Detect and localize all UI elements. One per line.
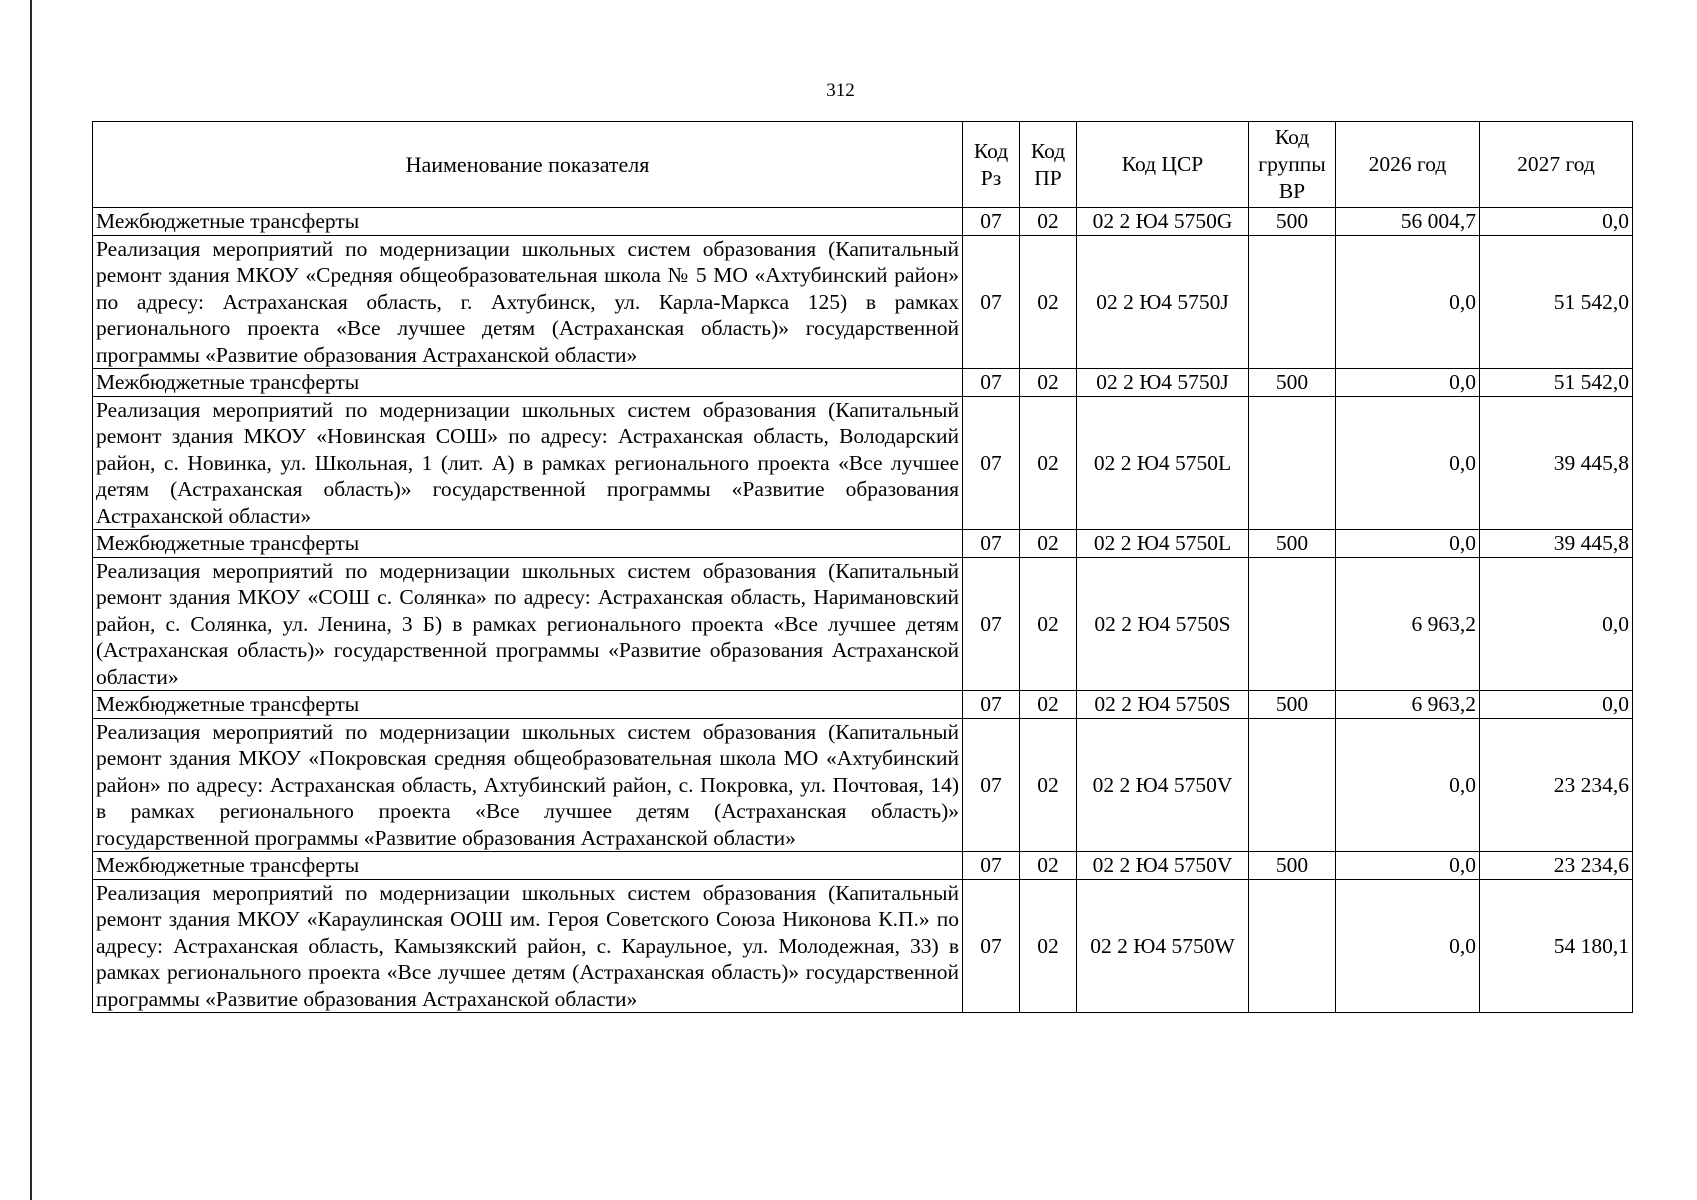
row-2026: 0,0 <box>1336 879 1480 1013</box>
table-row <box>93 208 1633 236</box>
row-csr: 02 2 Ю4 5750V <box>1077 718 1249 852</box>
row-pr: 02 <box>1020 691 1077 719</box>
row-2026: 0,0 <box>1336 235 1480 369</box>
row-pr: 02 <box>1020 530 1077 558</box>
row-rz: 07 <box>963 235 1020 369</box>
row-2027: 51 542,0 <box>1480 369 1633 397</box>
row-2026: 6 963,2 <box>1336 557 1480 691</box>
row-rz: 07 <box>963 879 1020 1013</box>
row-rz: 07 <box>963 691 1020 719</box>
row-rz: 07 <box>963 396 1020 530</box>
row-csr: 02 2 Ю4 5750J <box>1077 235 1249 369</box>
row-pr: 02 <box>1020 718 1077 852</box>
header-rz: Код Рз <box>963 122 1020 208</box>
row-2026: 0,0 <box>1336 396 1480 530</box>
row-2027: 54 180,1 <box>1480 879 1633 1013</box>
row-csr: 02 2 Ю4 5750W <box>1077 879 1249 1013</box>
row-2026: 6 963,2 <box>1336 691 1480 719</box>
row-vr <box>1249 879 1336 1013</box>
row-vr <box>1249 557 1336 691</box>
row-rz: 07 <box>963 369 1020 397</box>
row-rz: 07 <box>963 208 1020 236</box>
row-rz: 07 <box>963 557 1020 691</box>
row-rz: 07 <box>963 530 1020 558</box>
row-rz: 07 <box>963 852 1020 880</box>
row-2027: 0,0 <box>1480 691 1633 719</box>
row-csr: 02 2 Ю4 5750L <box>1077 530 1249 558</box>
row-2027: 39 445,8 <box>1480 530 1633 558</box>
row-vr <box>1249 396 1336 530</box>
table-row <box>93 396 1633 530</box>
row-2026: 56 004,7 <box>1336 208 1480 236</box>
row-2026: 0,0 <box>1336 852 1480 880</box>
row-pr: 02 <box>1020 879 1077 1013</box>
header-pr: Код ПР <box>1020 122 1077 208</box>
row-vr: 500 <box>1249 208 1336 236</box>
table-row <box>93 852 1633 880</box>
header-row <box>93 122 1633 208</box>
page-margin-line <box>30 0 32 1200</box>
row-vr: 500 <box>1249 530 1336 558</box>
row-2027: 23 234,6 <box>1480 852 1633 880</box>
budget-table <box>92 121 1633 1013</box>
row-name: Реализация мероприятий по модернизации школьных систем образования (Капитальный ремонт здания МКОУ «Покровская средняя общеобразовательная школа МО «Ахтубинский район» по адресу: Астраханская область, Ахтубинский район, с. Покровка, ул. Почтовая, 14) в рамках регионального проекта «Все лучшее детям (Астраханская область)» государственной программы «Развитие образования Астраханской области» <box>93 718 963 852</box>
row-name: Межбюджетные трансферты <box>93 691 963 719</box>
row-2027: 39 445,8 <box>1480 396 1633 530</box>
row-name: Реализация мероприятий по модернизации школьных систем образования (Капитальный ремонт здания МКОУ «Средняя общеобразовательная школа № 5 МО «Ахтубинский район» по адресу: Астраханская область, г. Ахтубинск, ул. Карла-Маркса 125) в рамках регионального проекта «Все лучшее детям (Астраханская область)» государственной программы «Развитие образования Астраханской области» <box>93 235 963 369</box>
row-csr: 02 2 Ю4 5750S <box>1077 557 1249 691</box>
table-row <box>93 557 1633 691</box>
row-name: Межбюджетные трансферты <box>93 852 963 880</box>
table-row <box>93 879 1633 1013</box>
row-vr: 500 <box>1249 369 1336 397</box>
row-pr: 02 <box>1020 396 1077 530</box>
row-csr: 02 2 Ю4 5750S <box>1077 691 1249 719</box>
row-vr: 500 <box>1249 691 1336 719</box>
row-2026: 0,0 <box>1336 369 1480 397</box>
table-row <box>93 369 1633 397</box>
header-name: Наименование показателя <box>93 122 963 208</box>
row-pr: 02 <box>1020 852 1077 880</box>
row-pr: 02 <box>1020 208 1077 236</box>
row-name: Межбюджетные трансферты <box>93 369 963 397</box>
row-rz: 07 <box>963 718 1020 852</box>
table-row <box>93 718 1633 852</box>
row-2027: 23 234,6 <box>1480 718 1633 852</box>
page-number: 312 <box>826 80 855 101</box>
row-name: Межбюджетные трансферты <box>93 208 963 236</box>
row-vr: 500 <box>1249 852 1336 880</box>
row-2027: 51 542,0 <box>1480 235 1633 369</box>
row-name: Межбюджетные трансферты <box>93 530 963 558</box>
row-name: Реализация мероприятий по модернизации школьных систем образования (Капитальный ремонт здания МКОУ «Новинская СОШ» по адресу: Астраханская область, Володарский район, с. Новинка, ул. Школьная, 1 (лит. А) в рамках регионального проекта «Все лучшее детям (Астраханская область)» государственной программы «Развитие образования Астраханской области» <box>93 396 963 530</box>
header-vr: Код группы ВР <box>1249 122 1336 208</box>
row-csr: 02 2 Ю4 5750L <box>1077 396 1249 530</box>
row-csr: 02 2 Ю4 5750V <box>1077 852 1249 880</box>
table-row <box>93 691 1633 719</box>
row-vr <box>1249 718 1336 852</box>
row-vr <box>1249 235 1336 369</box>
header-2026: 2026 год <box>1336 122 1480 208</box>
row-name: Реализация мероприятий по модернизации школьных систем образования (Капитальный ремонт здания МКОУ «СОШ с. Солянка» по адресу: Астраханская область, Наримановский район, с. Солянка, ул. Ленина, 3 Б) в рамках регионального проекта «Все лучшее детям (Астраханская область)» государственной программы «Развитие образования Астраханской области» <box>93 557 963 691</box>
row-name: Реализация мероприятий по модернизации школьных систем образования (Капитальный ремонт здания МКОУ «Караулинская ООШ им. Героя Советского Союза Никонова К.П.» по адресу: Астраханская область, Камызякский район, с. Караульное, ул. Молодежная, 33) в рамках регионального проекта «Все лучшее детям (Астраханская область)» государственной программы «Развитие образования Астраханской области» <box>93 879 963 1013</box>
row-2027: 0,0 <box>1480 208 1633 236</box>
row-csr: 02 2 Ю4 5750G <box>1077 208 1249 236</box>
row-2026: 0,0 <box>1336 718 1480 852</box>
row-pr: 02 <box>1020 557 1077 691</box>
table-row <box>93 530 1633 558</box>
row-2026: 0,0 <box>1336 530 1480 558</box>
row-pr: 02 <box>1020 235 1077 369</box>
row-pr: 02 <box>1020 369 1077 397</box>
row-2027: 0,0 <box>1480 557 1633 691</box>
header-2027: 2027 год <box>1480 122 1633 208</box>
header-csr: Код ЦСР <box>1077 122 1249 208</box>
row-csr: 02 2 Ю4 5750J <box>1077 369 1249 397</box>
table-row <box>93 235 1633 369</box>
